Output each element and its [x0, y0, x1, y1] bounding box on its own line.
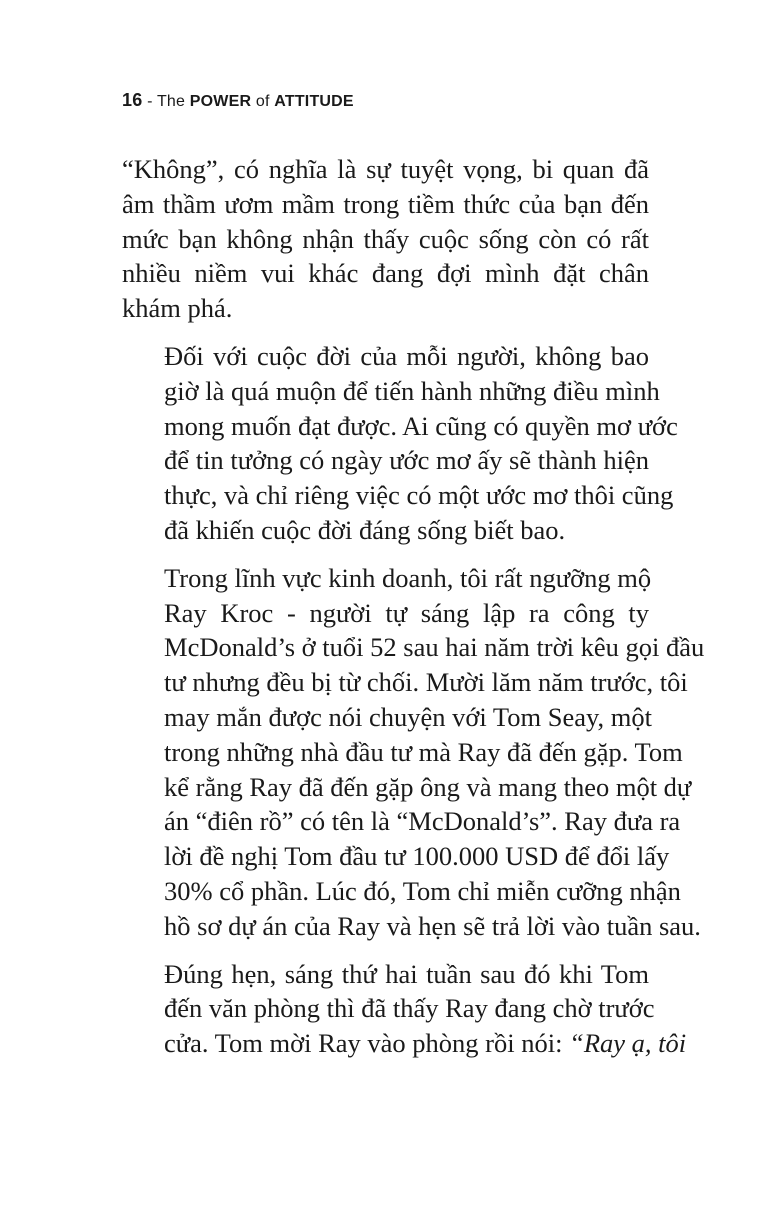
- text-line: thực, và chỉ riêng việc có một ước mơ thôi cũng: [164, 480, 674, 511]
- text-line: McDonald’s ở tuổi 52 sau hai năm trời kêu gọi đầu: [164, 632, 705, 663]
- text-line: âm thầm ươm mầm trong tiềm thức của bạn đến: [122, 188, 649, 219]
- text-line: Ray Kroc - người tự sáng lập ra công ty: [164, 597, 649, 628]
- text-line: mức bạn không nhận thấy cuộc sống còn có rất: [122, 223, 649, 254]
- body-text: [122, 152, 705, 1074]
- header-separator: -: [142, 93, 157, 110]
- text-line: “Không”, có nghĩa là sự tuyệt vọng, bi quan đã: [122, 154, 649, 184]
- text-line: Trong lĩnh vực kinh doanh, tôi rất ngưỡng mộ: [164, 562, 652, 593]
- text-line: Đối với cuộc đời của mỗi người, không bao: [164, 340, 649, 371]
- paragraph: [122, 561, 705, 944]
- text-line: hồ sơ dự án của Ray và hẹn sẽ trả lời vào tuần sau.: [164, 910, 701, 941]
- text-line: kể rằng Ray đã đến gặp ông và mang theo một dự: [164, 771, 692, 802]
- text-line: nhiều niềm vui khác đang đợi mình đặt chân: [122, 258, 649, 289]
- text-line: đã khiến cuộc đời đáng sống biết bao.: [164, 514, 566, 545]
- text-line: lời đề nghị Tom đầu tư 100.000 USD để đổi lấy: [164, 841, 670, 872]
- paragraph: [122, 152, 649, 326]
- text-line: tư nhưng đều bị từ chối. Mười lăm năm trước, tôi: [164, 667, 688, 698]
- italic-quote: “Ray ạ, tôi: [569, 1028, 687, 1059]
- text-run: cửa. Tom mời Ray vào phòng rồi nói:: [164, 1028, 570, 1059]
- text-line: mong muốn đạt được. Ai cũng có quyền mơ ước: [164, 410, 678, 441]
- paragraph: [122, 957, 687, 1061]
- text-line: giờ là quá muộn để tiến hành những điều mình: [164, 375, 660, 406]
- text-line: đến văn phòng thì đã thấy Ray đang chờ trước: [164, 993, 655, 1024]
- text-line: để tin tưởng có ngày ước mơ ấy sẽ thành hiện: [164, 445, 649, 476]
- running-header: [122, 90, 354, 111]
- header-the: The: [156, 93, 190, 110]
- text-line: trong những nhà đầu tư mà Ray đã đến gặp. Tom: [164, 736, 683, 767]
- header-power: POWER: [189, 93, 252, 110]
- text-line: [122, 1026, 687, 1061]
- page-number: 16: [122, 90, 143, 110]
- text-line: án “điên rồ” có tên là “McDonald’s”. Ray đưa ra: [164, 806, 681, 837]
- header-attitude: ATTITUDE: [274, 93, 354, 110]
- paragraph: [122, 339, 678, 548]
- header-of: of: [251, 93, 275, 110]
- text-line: khám phá.: [122, 293, 233, 324]
- text-line: Đúng hẹn, sáng thứ hai tuần sau đó khi Tom: [164, 958, 649, 989]
- text-line: 30% cổ phần. Lúc đó, Tom chỉ miễn cưỡng nhận: [164, 875, 681, 906]
- text-line: may mắn được nói chuyện với Tom Seay, một: [164, 701, 653, 732]
